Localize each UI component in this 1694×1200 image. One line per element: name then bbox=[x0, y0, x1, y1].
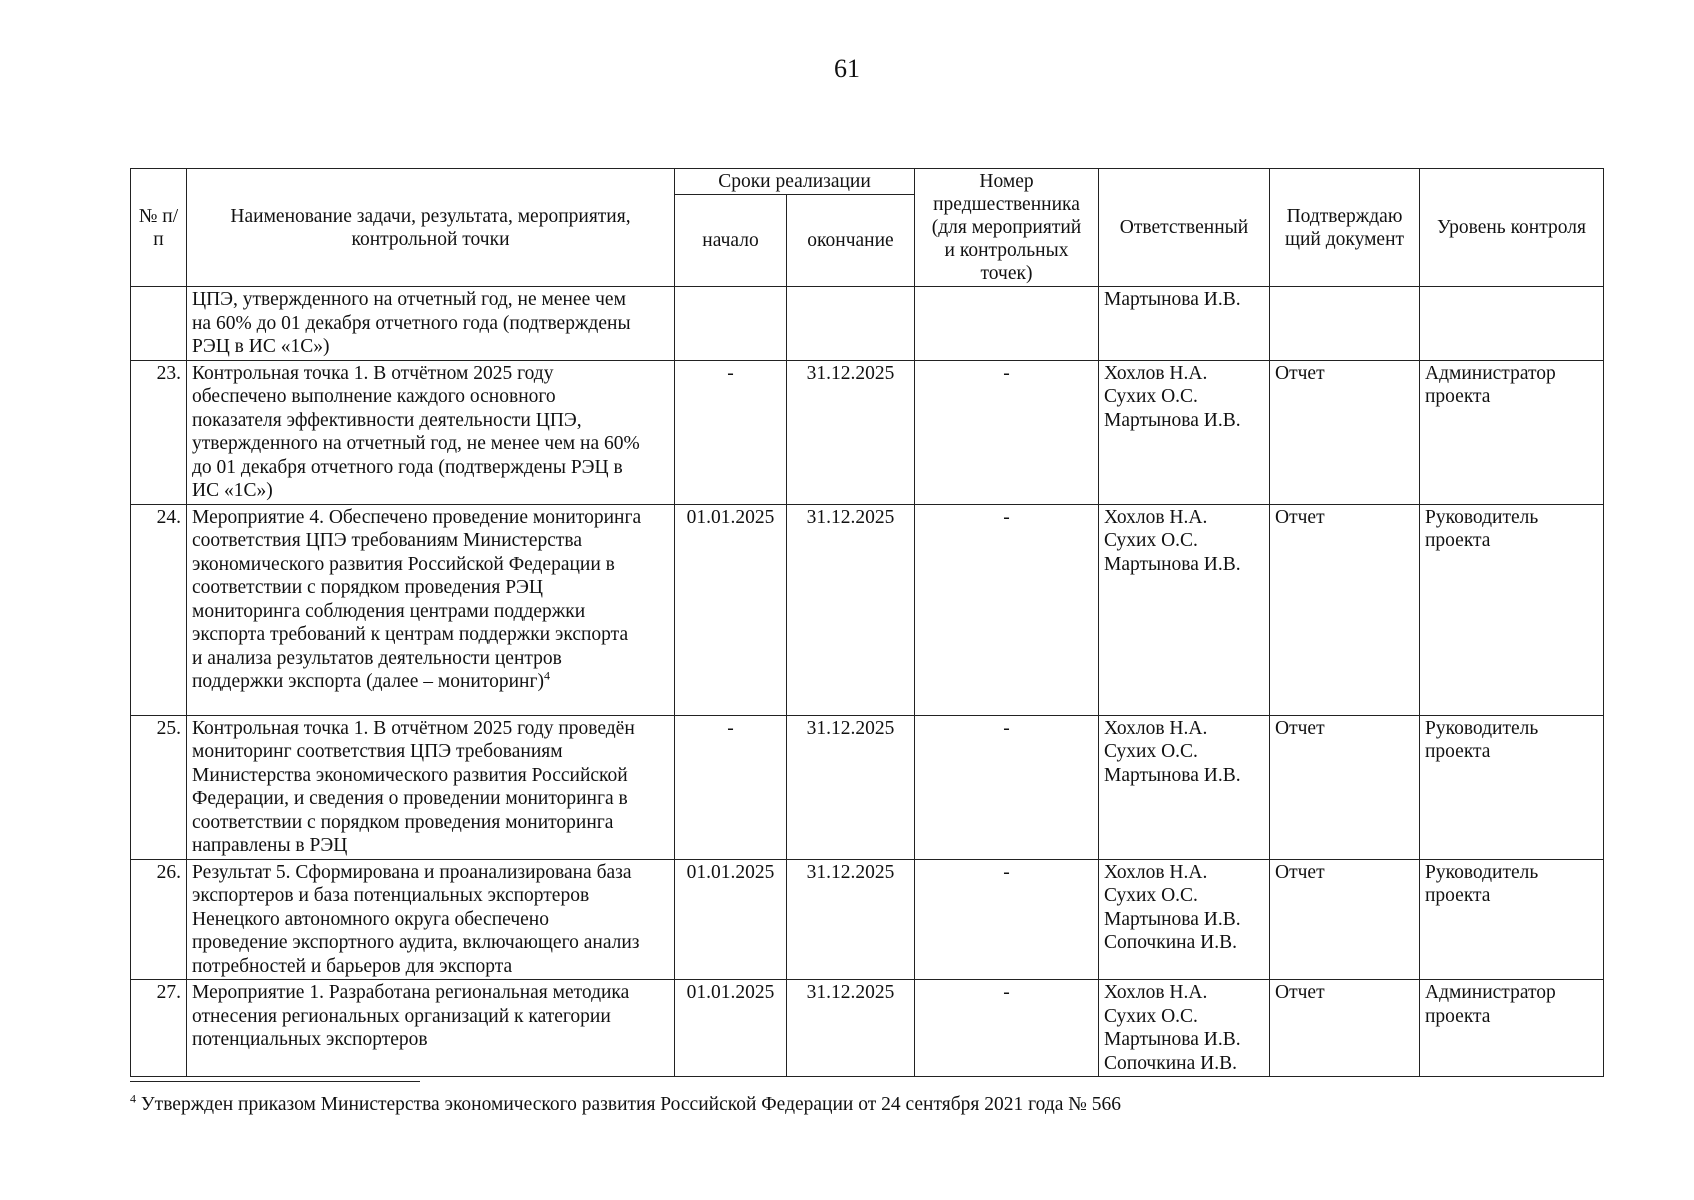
row-name: Мероприятие 4. Обеспечено проведение мониторинга соответствия ЦПЭ требованиям Министерства экономического развития Российской Федерации в соответствии с порядком проведения РЭЦ мониторинга соблюдения центрами поддержки экспорта требований к центрам поддержки экспорта и анализа результатов деятельности центров поддержки экспорта (далее – мониторинг)$^4$ bbox=[187, 504, 675, 715]
row-responsible: Хохлов Н.А. Сухих О.С. Мартынова И.В. bbox=[1099, 360, 1270, 504]
row-name: Результат 5. Сформирована и проанализирована база экспортеров и база потенциальных экспортеров Ненецкого автономного округа обеспечено проведение экспортного аудита, включающего анализ потребностей и барьеров для экспорта bbox=[187, 859, 675, 980]
row-document: Отчет bbox=[1270, 859, 1420, 980]
row-start: 01.01.2025 bbox=[675, 859, 787, 980]
table-row bbox=[131, 360, 1604, 504]
row-start bbox=[675, 287, 787, 361]
row-num bbox=[131, 287, 187, 361]
row-start: - bbox=[675, 360, 787, 504]
implementation-plan-table bbox=[130, 168, 1604, 1077]
table-row bbox=[131, 980, 1604, 1077]
row-name: Контрольная точка 1. В отчётном 2025 году проведён мониторинг соответствия ЦПЭ требованиям Министерства экономического развития Российской Федерации, и сведения о проведении мониторинга в соответствии с порядком проведения мониторинга направлены в РЭЦ bbox=[187, 715, 675, 859]
row-name: Мероприятие 1. Разработана региональная методика отнесения региональных организаций к категории потенциальных экспортеров bbox=[187, 980, 675, 1077]
row-num: 26. bbox=[131, 859, 187, 980]
header-start: начало bbox=[675, 195, 787, 287]
table-row bbox=[131, 504, 1604, 715]
row-predecessor: - bbox=[915, 859, 1099, 980]
row-control: Администратор проекта bbox=[1420, 360, 1604, 504]
row-responsible: Мартынова И.В. bbox=[1099, 287, 1270, 361]
footnote bbox=[130, 1091, 1121, 1116]
row-num: 24. bbox=[131, 504, 187, 715]
row-control bbox=[1420, 287, 1604, 361]
footnote-text: Утвержден приказом Министерства экономического развития Российской Федерации от 24 сентября 2021 года № 566 bbox=[140, 1094, 1121, 1115]
row-end bbox=[787, 287, 915, 361]
table-row bbox=[131, 287, 1604, 361]
row-responsible: Хохлов Н.А. Сухих О.С. Мартынова И.В. Сопочкина И.В. bbox=[1099, 859, 1270, 980]
row-num: 23. bbox=[131, 360, 187, 504]
row-end: 31.12.2025 bbox=[787, 715, 915, 859]
row-start: - bbox=[675, 715, 787, 859]
page-number: 61 bbox=[834, 54, 860, 83]
header-num: № п/п bbox=[131, 169, 187, 287]
header-predecessor: Номер предшественника (для мероприятий и контрольных точек) bbox=[915, 169, 1099, 287]
footnote-ref: 4 bbox=[543, 668, 550, 683]
table-row bbox=[131, 715, 1604, 859]
row-control: Руководитель проекта bbox=[1420, 859, 1604, 980]
row-name: ЦПЭ, утвержденного на отчетный год, не менее чем на 60% до 01 декабря отчетного года (подтверждены РЭЦ в ИС «1С») bbox=[187, 287, 675, 361]
row-control: Руководитель проекта bbox=[1420, 715, 1604, 859]
row-responsible: Хохлов Н.А. Сухих О.С. Мартынова И.В. Сопочкина И.В. bbox=[1099, 980, 1270, 1077]
row-responsible: Хохлов Н.А. Сухих О.С. Мартынова И.В. bbox=[1099, 504, 1270, 715]
row-end: 31.12.2025 bbox=[787, 504, 915, 715]
header-control: Уровень контроля bbox=[1420, 169, 1604, 287]
footnote-divider bbox=[130, 1081, 420, 1082]
footnote-marker: 4 bbox=[130, 1091, 136, 1106]
row-end: 31.12.2025 bbox=[787, 859, 915, 980]
row-end: 31.12.2025 bbox=[787, 980, 915, 1077]
row-responsible: Хохлов Н.А. Сухих О.С. Мартынова И.В. bbox=[1099, 715, 1270, 859]
row-name: Контрольная точка 1. В отчётном 2025 году обеспечено выполнение каждого основного показателя эффективности деятельности ЦПЭ, утвержденного на отчетный год, не менее чем на 60% до 01 декабря отчетного года (подтверждены РЭЦ в ИС «1С») bbox=[187, 360, 675, 504]
row-start: 01.01.2025 bbox=[675, 980, 787, 1077]
row-document: Отчет bbox=[1270, 504, 1420, 715]
row-start: 01.01.2025 bbox=[675, 504, 787, 715]
row-control: Руководитель проекта bbox=[1420, 504, 1604, 715]
row-document: Отчет bbox=[1270, 360, 1420, 504]
header-responsible: Ответственный bbox=[1099, 169, 1270, 287]
row-control: Администратор проекта bbox=[1420, 980, 1604, 1077]
row-document: Отчет bbox=[1270, 715, 1420, 859]
row-predecessor: - bbox=[915, 360, 1099, 504]
row-num: 25. bbox=[131, 715, 187, 859]
row-document: Отчет bbox=[1270, 980, 1420, 1077]
row-document bbox=[1270, 287, 1420, 361]
header-end: окончание bbox=[787, 195, 915, 287]
row-predecessor: - bbox=[915, 504, 1099, 715]
header-terms: Сроки реализации bbox=[675, 169, 915, 195]
header-document: Подтверждаю щий документ bbox=[1270, 169, 1420, 287]
table-row bbox=[131, 859, 1604, 980]
row-predecessor bbox=[915, 287, 1099, 361]
header-name: Наименование задачи, результата, мероприятия, контрольной точки bbox=[187, 169, 675, 287]
row-num: 27. bbox=[131, 980, 187, 1077]
row-predecessor: - bbox=[915, 715, 1099, 859]
row-end: 31.12.2025 bbox=[787, 360, 915, 504]
row-predecessor: - bbox=[915, 980, 1099, 1077]
